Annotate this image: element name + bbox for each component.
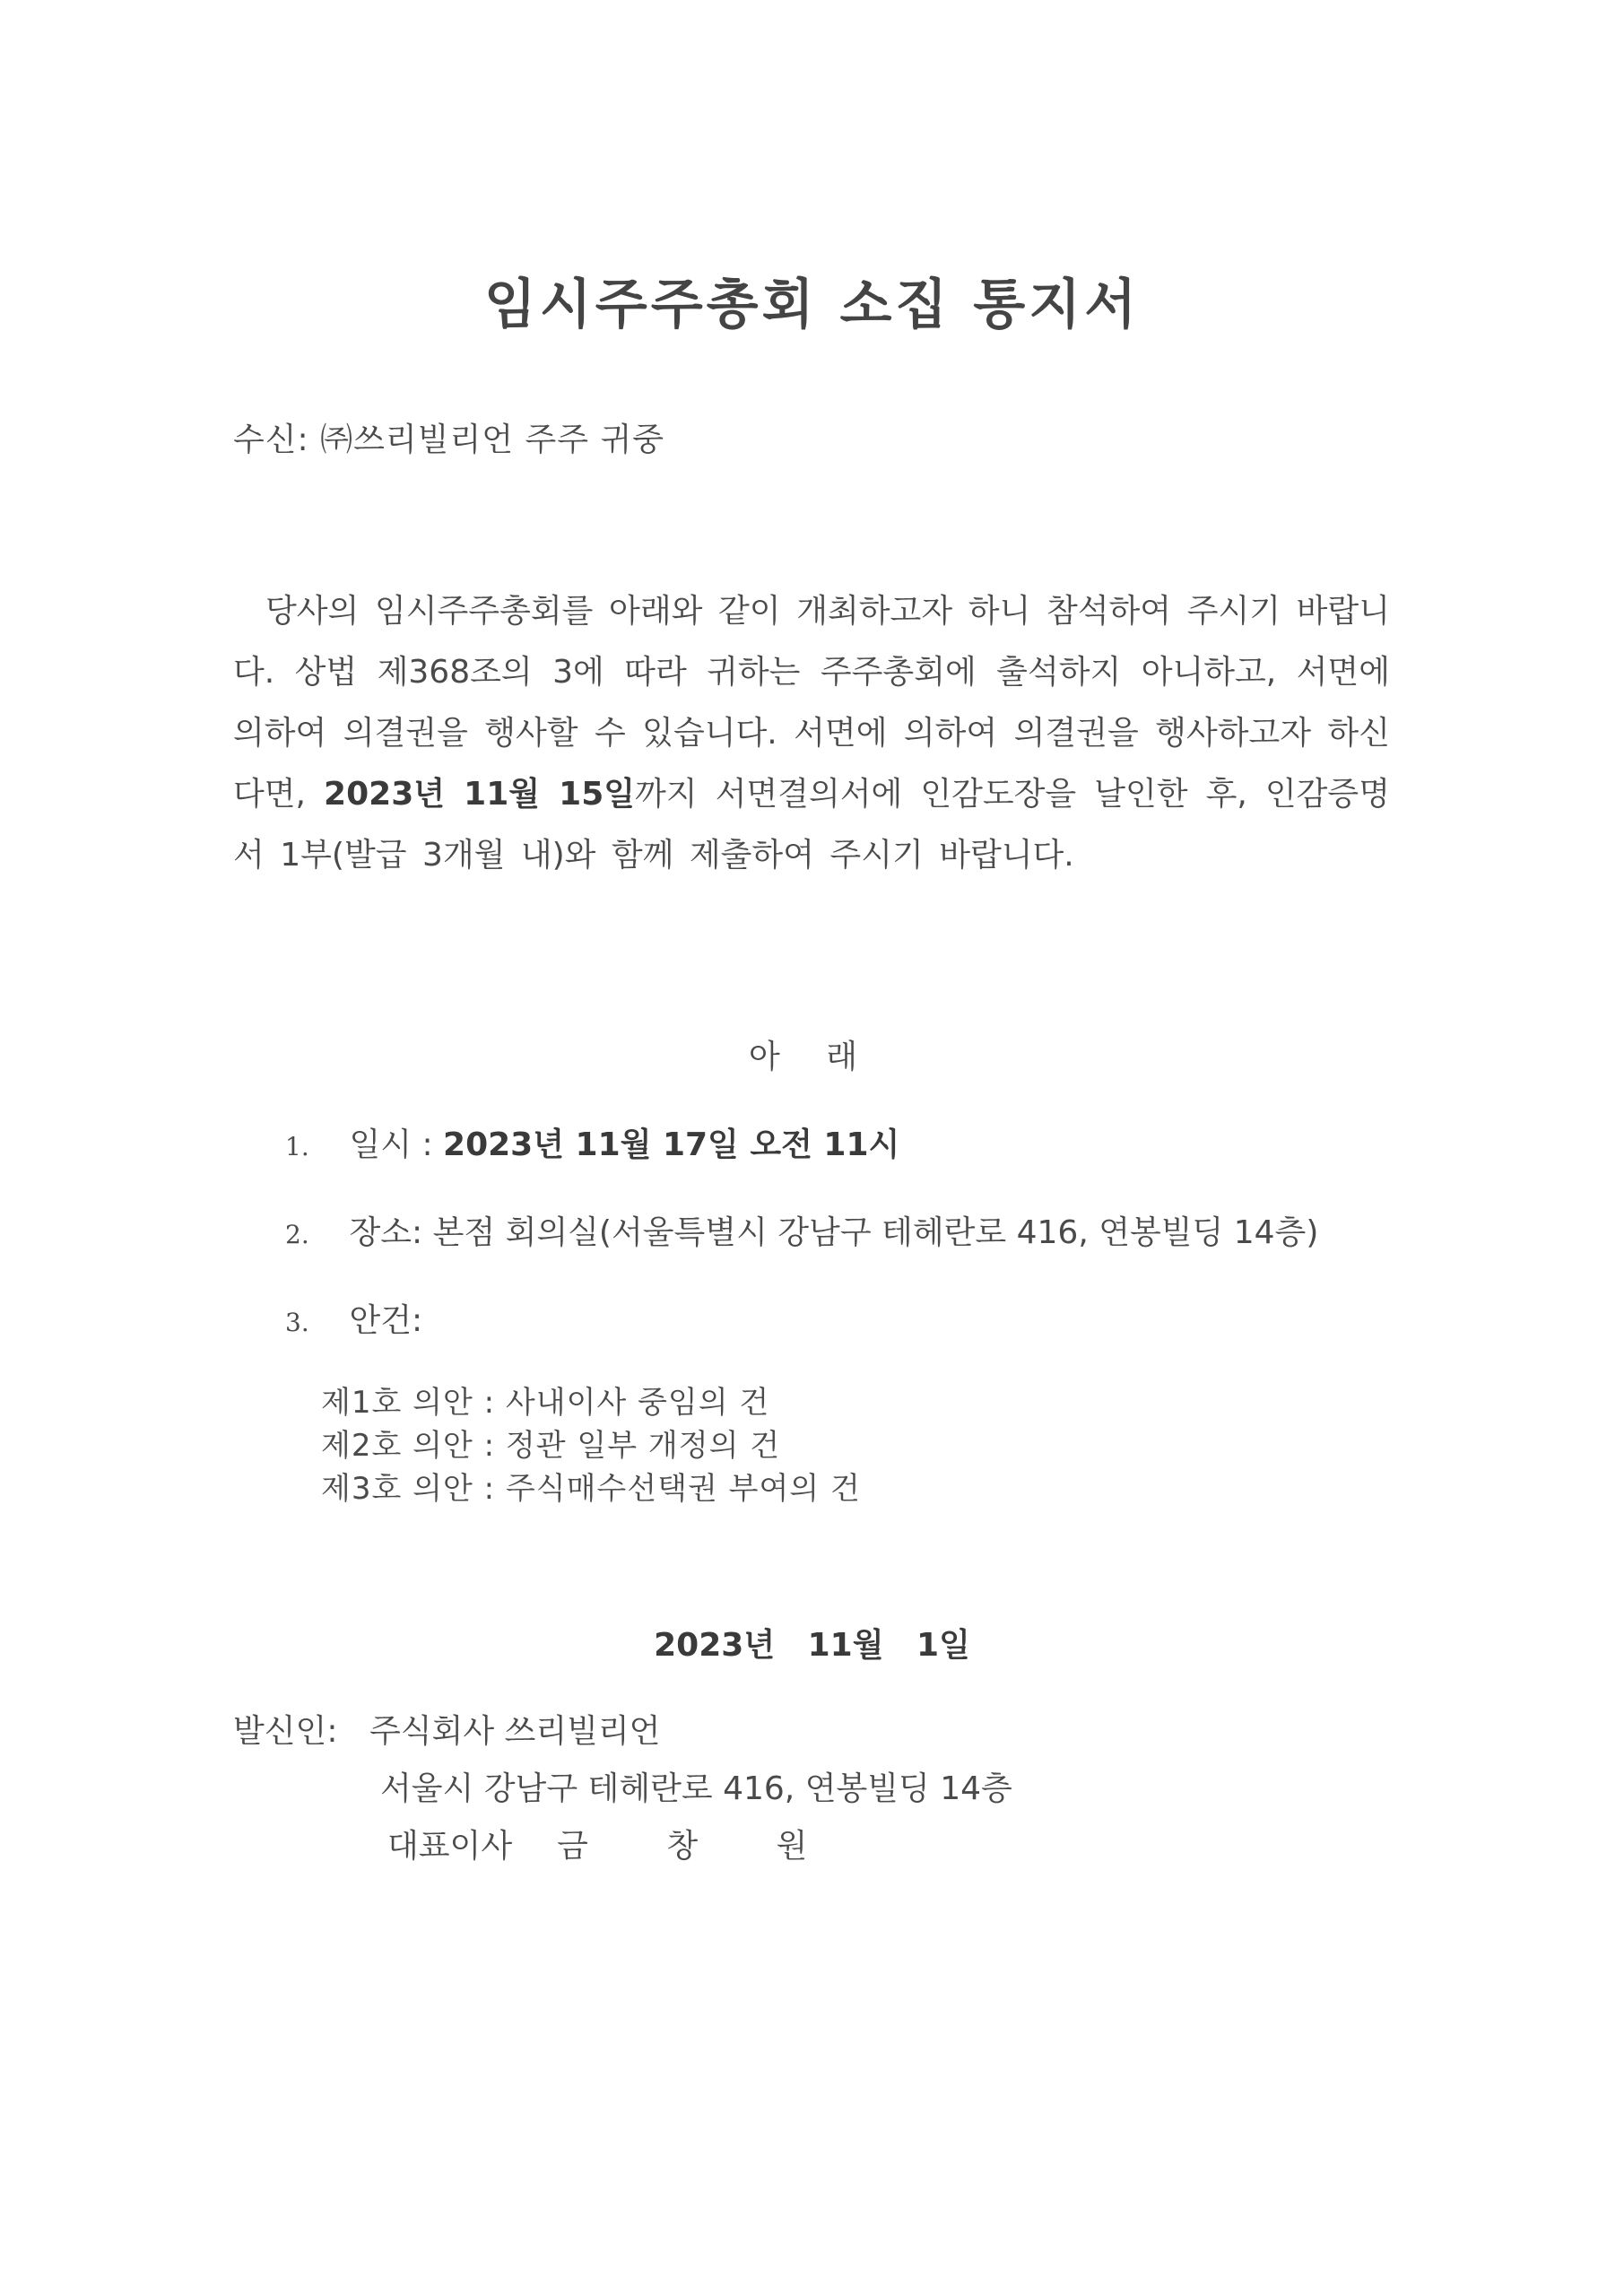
agenda-item: 제2호 의안 : 정관 일부 개정의 건 <box>321 1428 781 1464</box>
item-agenda <box>285 1295 422 1341</box>
item-value: 본점 회의실(서울특별시 강남구 테헤란로 416, 연봉빌딩 14층) <box>432 1214 1319 1251</box>
item-datetime <box>285 1119 899 1165</box>
item-number: 3. <box>285 1308 309 1337</box>
rep-title: 대표이사 <box>387 1828 513 1865</box>
sender-company: 주식회사 쓰리빌리언 <box>369 1713 661 1750</box>
deadline-date: 2023년 11월 15일 <box>324 776 636 813</box>
sender-row <box>233 1706 660 1752</box>
sender-label: 발신인: <box>233 1713 338 1750</box>
item-location <box>285 1207 1318 1253</box>
rep-name: 금 창 원 <box>557 1828 842 1865</box>
item-number: 1. <box>285 1132 309 1161</box>
document-title: 임시주주총회 소집 통지서 <box>483 274 1141 336</box>
body-text-part2: 까지 서면결의서에 인감도장을 날인한 후, 인감증명서 1부(발급 3개월 내)와 함께 제출하여 주시기 바랍니다. <box>233 776 1390 874</box>
issue-date: 2023년 11월 1일 <box>654 1627 970 1664</box>
sender-representative <box>387 1821 841 1866</box>
recipient-line: 수신: ㈜쓰리빌리언 주주 귀중 <box>233 422 664 458</box>
item-label: 일시 : <box>349 1126 433 1163</box>
body-text-part1: 당사의 임시주주총회를 아래와 같이 개최하고자 하니 참석하여 주시기 바랍니다. 상법 제368조의 3에 따라 귀하는 주주총회에 출석하지 아니하고, 서면에 의하여 의결권을 행사할 수 있습니다. 서면에 의하여 의결권을 행사하고자 하신다면, <box>233 593 1390 813</box>
sender-address: 서울시 강남구 테헤란로 416, 연봉빌딩 14층 <box>380 1770 1012 1807</box>
item-number: 2. <box>285 1220 309 1249</box>
item-label: 장소: <box>349 1214 423 1251</box>
item-value: 2023년 11월 17일 오전 11시 <box>443 1126 900 1163</box>
agenda-item: 제3호 의안 : 주식매수선택권 부여의 건 <box>321 1471 861 1507</box>
item-label: 안건: <box>349 1302 423 1339</box>
agenda-item: 제1호 의안 : 사내이사 중임의 건 <box>321 1385 770 1421</box>
body-paragraph <box>233 581 1390 886</box>
notice-heading: 아 래 <box>749 1039 875 1075</box>
